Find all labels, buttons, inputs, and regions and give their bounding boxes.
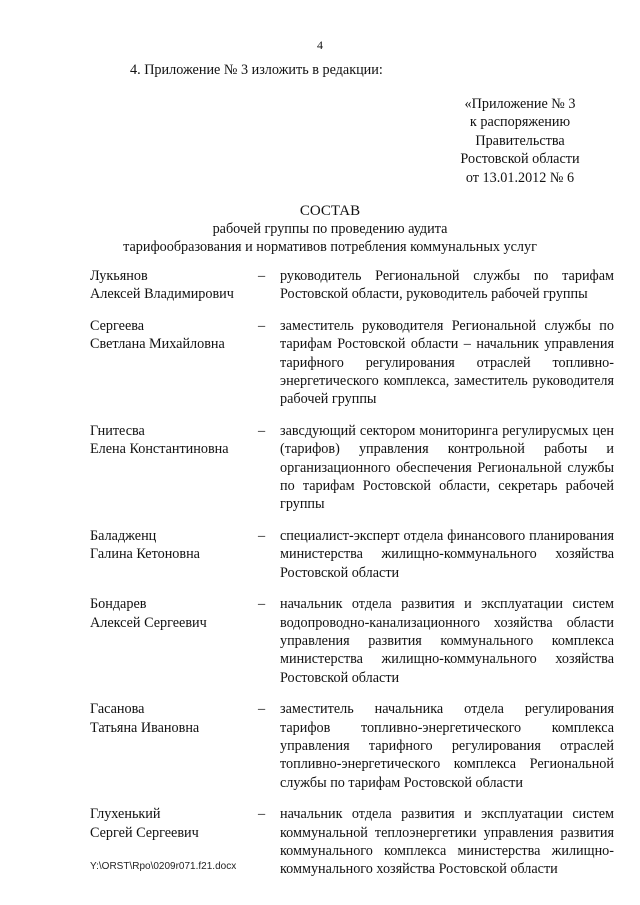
appendix-line: от 13.01.2012 № 6	[465, 169, 575, 186]
member-given-names: Светлана Михайловна	[90, 336, 225, 353]
member-role: начальник отдела развития и эксплуатации систем коммунальной теплоэнергетики управления развития коммунального комплекса министерства жилищно-коммунального хозяйства Ростовской области	[280, 806, 614, 878]
member-name	[90, 422, 258, 459]
dash-separator: –	[258, 317, 266, 334]
file-path-footer: Y:\ORST\Rpo\0209r071.f21.docx	[90, 861, 237, 872]
member-row	[90, 317, 614, 409]
member-row	[90, 422, 614, 514]
appendix-reference	[420, 95, 620, 187]
members-list	[90, 267, 614, 892]
dash-separator: –	[258, 422, 266, 439]
member-role: завсдующий сектором мониторинга регулирусмых цен (тарифов) управления контрольной работы и организационного обеспечения Региональной службы по тарифам Ростовской области, секретарь рабочей группы	[280, 422, 614, 513]
dash-separator: –	[258, 527, 266, 544]
member-given-names: Галина Кетоновна	[90, 546, 200, 563]
member-surname: Глухенький	[90, 806, 161, 823]
member-name	[90, 805, 258, 842]
member-given-names: Сергей Сергеевич	[90, 824, 199, 841]
member-row	[90, 527, 614, 582]
member-name	[90, 317, 258, 354]
member-surname: Баладженц	[90, 527, 157, 544]
page-number: 4	[317, 38, 323, 52]
title-main: СОСТАВ	[299, 203, 361, 219]
title-subtitle-line: рабочей группы по проведению аудита	[212, 221, 448, 237]
member-name	[90, 527, 258, 564]
appendix-line: Правительства	[475, 132, 565, 149]
dash-separator: –	[258, 596, 266, 613]
member-given-names: Алексей Сергеевич	[90, 614, 207, 631]
dash-separator: –	[258, 701, 266, 718]
member-row	[90, 267, 614, 304]
member-row	[90, 700, 614, 792]
member-given-names: Алексей Владимирович	[90, 286, 234, 303]
member-given-names: Елена Константиновна	[90, 441, 229, 458]
member-given-names: Татьяна Ивановна	[90, 719, 200, 736]
member-role: начальник отдела развития и эксплуатации систем водопроводно-канализационного хозяйства области управления развития коммунального комплекса министерства жилищно-коммунального хозяйства Ростовской области	[280, 596, 614, 686]
appendix-line: Ростовской области	[460, 151, 580, 168]
member-name	[90, 267, 258, 304]
instruction-text: 4. Приложение № 3 изложить в редакции:	[130, 62, 383, 78]
member-role: заместитель руководителя Региональной службы по тарифам Ростовской области – начальник управления тарифного регулирования отраслей топливно-энергетического комплекса, заместитель руководителя рабочей группы	[280, 317, 614, 408]
appendix-line: «Приложение № 3	[464, 96, 576, 112]
member-surname: Гнитесва	[90, 422, 145, 439]
member-surname: Лукьянов	[90, 268, 148, 284]
document-title	[90, 202, 570, 256]
member-role: руководитель Региональной службы по тарифам Ростовской области, руководитель рабочей группы	[280, 268, 614, 303]
member-role: заместитель начальника отдела регулирования тарифов топливно-энергетического комплекса управления тарифного регулирования отраслей топливно-энергетического комплекса Региональной службы по тарифам Ростовской области	[280, 701, 614, 791]
member-role: специалист-эксперт отдела финансового планирования министерства жилищно-коммунального хозяйства Ростовской области	[280, 527, 614, 581]
title-subtitle-line: тарифообразования и нормативов потребления коммунальных услуг	[123, 239, 537, 255]
member-name	[90, 595, 258, 632]
member-name	[90, 700, 258, 737]
appendix-line: к распоряжению	[469, 114, 571, 131]
member-row	[90, 595, 614, 687]
member-surname: Бондарев	[90, 596, 147, 613]
member-surname: Сергеева	[90, 317, 145, 334]
dash-separator: –	[258, 268, 266, 284]
dash-separator: –	[258, 806, 266, 823]
member-surname: Гасанова	[90, 701, 145, 718]
